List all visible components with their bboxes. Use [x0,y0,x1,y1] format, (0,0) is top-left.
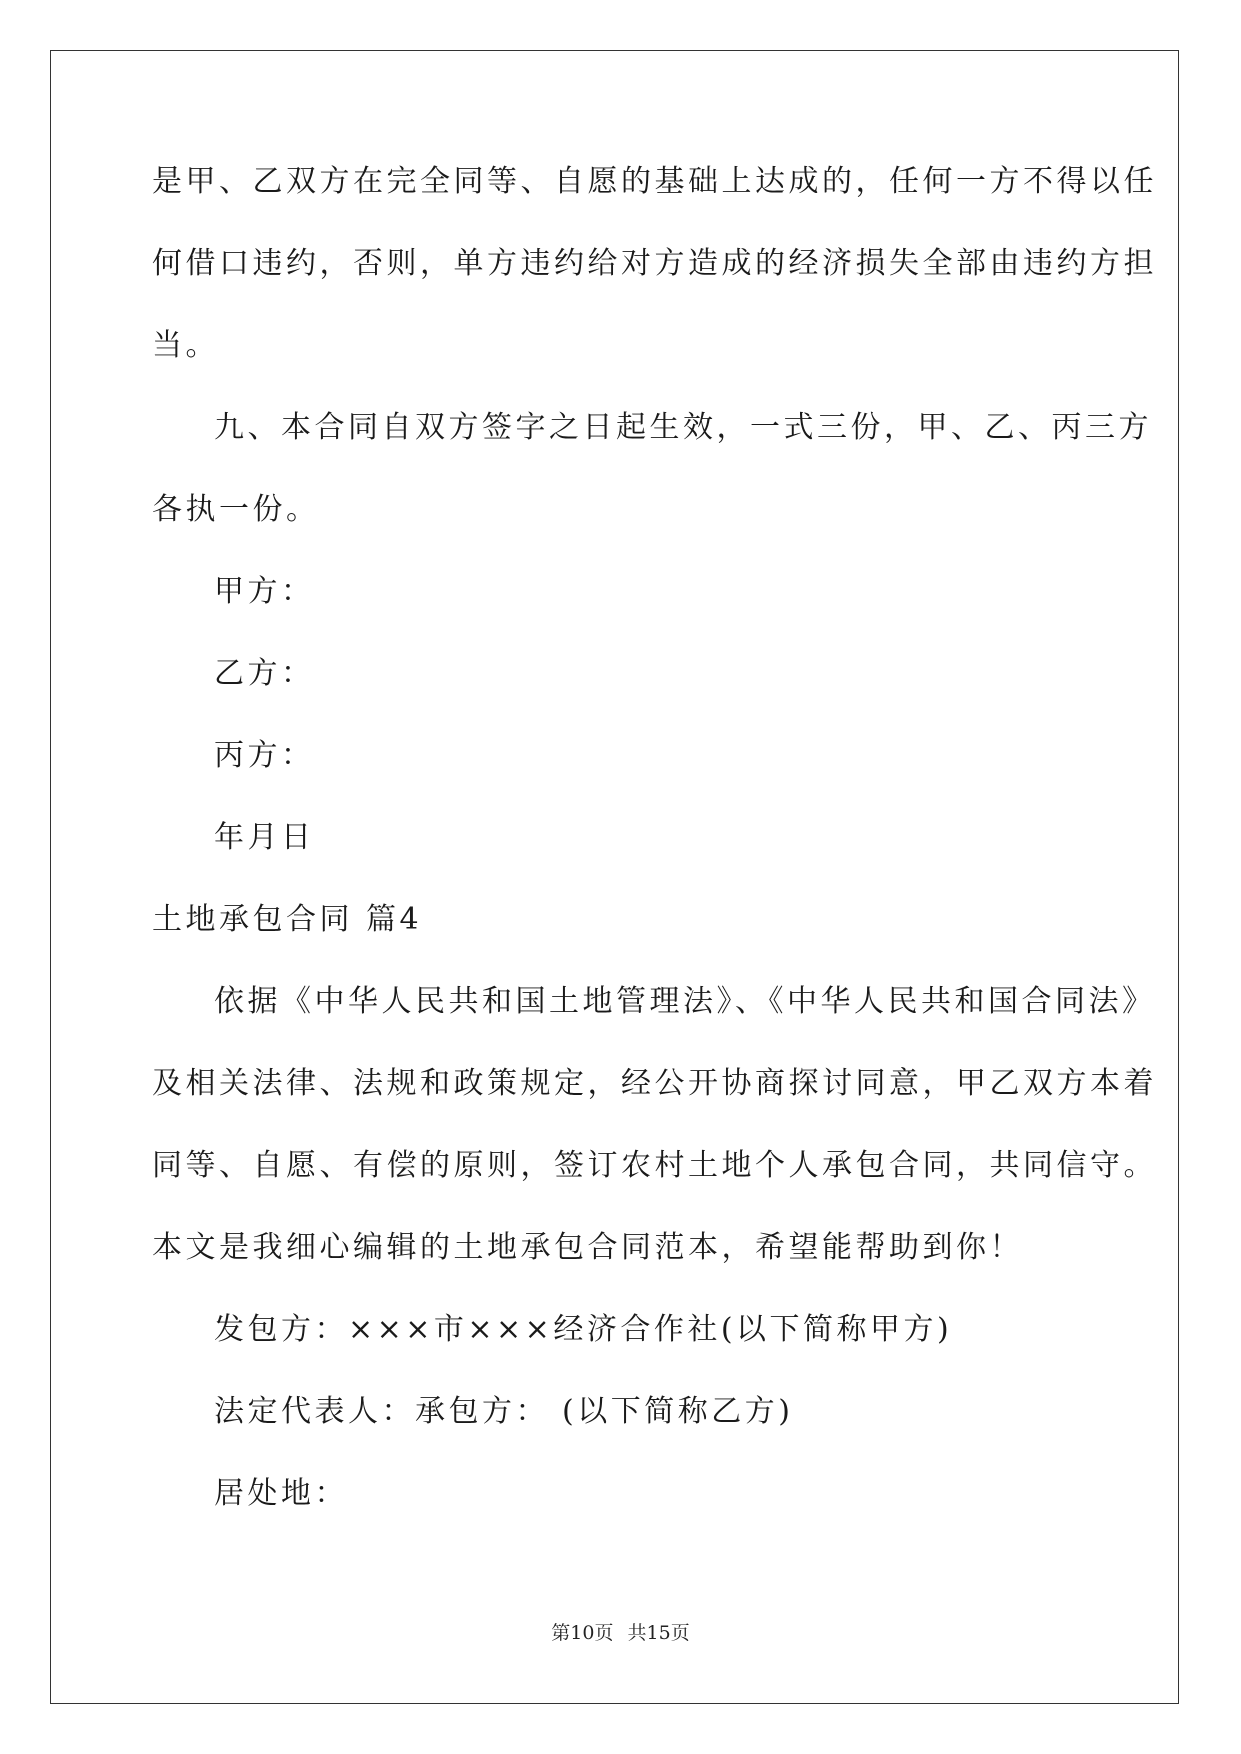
body-line-1: 是甲、乙双方在完全同等、自愿的基础上达成的，任何一方不得以任 [152,164,1157,199]
page-total: 共15页 [627,1622,690,1644]
residence-line: 居处地： [214,1476,348,1511]
party-b-signature-label: 乙方： [214,656,315,691]
section-heading: 土地承包合同 篇4 [152,902,423,937]
legal-representative-line: 法定代表人：承包方： (以下简称乙方) [214,1394,794,1429]
clause-nine-line-1: 九、本合同自双方签字之日起生效，一式三份，甲、乙、丙三方 [214,410,1152,445]
contractor-line: 发包方：×××市×××经济合作社(以下简称甲方) [214,1312,953,1347]
intro-line-2: 及相关法律、法规和政策规定，经公开协商探讨同意，甲乙双方本着 [152,1066,1157,1101]
intro-line-3: 同等、自愿、有偿的原则，签订农村土地个人承包合同，共同信守。 [152,1148,1157,1183]
date-label: 年月日 [214,820,315,855]
body-line-3: 当。 [152,328,219,363]
party-c-signature-label: 丙方： [214,738,315,773]
page-footer [0,1618,1241,1645]
body-line-2: 何借口违约，否则，单方违约给对方造成的经济损失全部由违约方担 [152,246,1157,281]
intro-line-1: 依据《中华人民共和国土地管理法》、《中华人民共和国合同法》 [214,984,1156,1019]
party-a-signature-label: 甲方： [214,574,315,609]
intro-line-4: 本文是我细心编辑的土地承包合同范本，希望能帮助到你！ [152,1230,1023,1265]
document-body [152,160,1157,1554]
clause-nine-line-2: 各执一份。 [152,492,320,527]
page-number: 第10页 [551,1622,614,1644]
